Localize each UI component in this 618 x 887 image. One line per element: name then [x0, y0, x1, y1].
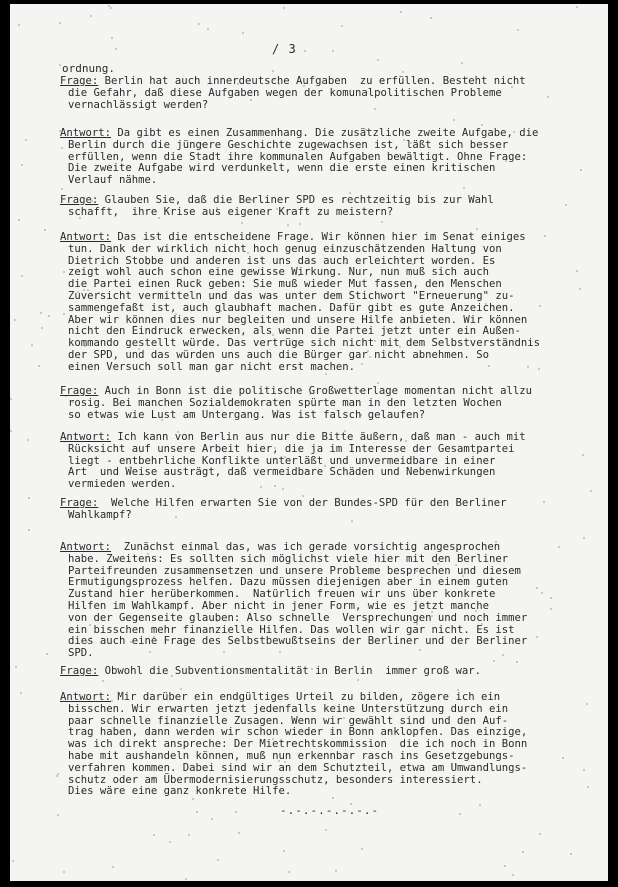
line-text: Obwohl die Subventionsmentalität in Berlin immer groß war.	[98, 665, 481, 677]
line-text: Ich kann von Berlin aus nur die Bitte äußern, daß man - auch mit	[111, 431, 526, 443]
speaker-label: Antwort:	[60, 231, 112, 243]
text-line: die Gefahr, daß diese Aufgaben wegen der komunalpolitischen Probleme	[68, 86, 502, 99]
text-line: schafft, ihre Krise aus eigener Kraft zu meistern?	[68, 205, 394, 218]
speaker-label: Frage:	[60, 497, 99, 509]
text-line: nicht den Eindruck erwecken, als wenn die Partei jetzt unter ein Außen-	[68, 325, 521, 338]
text-line: Parteifreunden zusammensetzen und unsere Probleme besprechen und diesem	[68, 564, 521, 577]
text-line: einen Versuch soll man gar nicht erst machen.	[68, 360, 356, 373]
text-line: habe. Zweitens: Es sollten sich möglichst viele hier mit den Berliner	[68, 552, 509, 565]
text-line: Aber wir können dies nur begleiten und unsere Hilfe anbieten. Wir können	[68, 313, 528, 326]
text-line: erfüllen, wenn die Stadt ihre kommunalen Aufgaben bewältigt. Ohne Frage:	[68, 150, 528, 163]
text-line: ein bisschen mehr finanzielle Hilfen. Das wollen wir gar nicht. Es ist	[68, 623, 515, 636]
question-block	[60, 498, 570, 522]
line-text: Auch in Bonn ist die politische Großwetterlage momentan nicht allzu	[98, 385, 532, 397]
text-line: verfahren kommen. Dabei sind wir an dem Schutzteil, etwa am Umwandlungs-	[68, 761, 528, 774]
answer-block	[60, 542, 570, 660]
question-block	[60, 195, 570, 219]
text-line: Wahlkampf?	[68, 508, 132, 521]
text-line: so etwas wie Lust am Untergang. Was ist falsch gelaufen?	[68, 408, 426, 421]
text-line: trag haben, dann werden wir schon wieder in Bonn anklopfen. Das einzige,	[68, 726, 528, 739]
text-line: tun. Dank der wirklich nicht hoch genug einzuschätzenden Haltung von	[68, 242, 502, 255]
text-line: vermieden werden.	[68, 478, 177, 491]
speaker-label: Frage:	[60, 194, 99, 206]
text-line: der SPD, und das würden uns auch die Bürger gar nicht abnehmen. So	[68, 348, 489, 361]
text-line: Zustand hier herüberkommen. Natürlich freuen wir uns über konkrete	[68, 588, 496, 601]
text-line: vernachlässigt werden?	[68, 98, 209, 111]
answer-block	[60, 128, 570, 187]
text-line: Verlauf nähme.	[68, 174, 158, 187]
text-line: SPD.	[68, 647, 94, 660]
question-block	[60, 386, 570, 421]
answer-block	[60, 692, 570, 798]
text-line: Art und Weise austrägt, daß vermeidbare Schäden und Nebenwirkungen	[68, 466, 496, 479]
text-line: rosig. Bei manchen Sozialdemokraten spürte man in den letzten Wochen	[68, 396, 502, 409]
speaker-label: Antwort:	[60, 127, 112, 139]
line-text: Welche Hilfen erwarten Sie von der Bundes-SPD für den Berliner	[98, 497, 507, 509]
text-line: Dies wäre eine ganz konkrete Hilfe.	[68, 785, 292, 798]
line-text: Glauben Sie, daß die Berliner SPD es rechtzeitig bis zur Wahl	[98, 194, 494, 206]
speaker-label: Antwort:	[60, 691, 112, 703]
text-line: was ich direkt anspreche: Der Mietrechtskommission die ich noch in Bonn	[68, 738, 528, 751]
text-line: bisschen. Wir erwarten jetzt jedenfalls keine Unterstützung durch ein	[68, 702, 509, 715]
text-line: liegt - entbehrliche Konflikte unterläßt und unvermeidbare in einer	[68, 454, 496, 467]
text-line: zeigt wohl auch schon eine gewisse Wirkung. Nur, nun muß sich auch	[68, 266, 489, 279]
text-line	[60, 666, 570, 678]
text-line: schutz oder am Übermodernisierungsschutz, besonders interessiert.	[68, 773, 483, 786]
speaker-label: Antwort:	[60, 431, 112, 443]
text-line: Berlin durch die jüngere Geschichte zugewachsen ist, läßt sich besser	[68, 138, 509, 151]
continuation-text: ordnung.	[62, 62, 115, 75]
text-line: von der Gegenseite glauben: Also schnelle Versprechungen und noch immer	[68, 611, 528, 624]
speaker-label: Frage:	[60, 385, 99, 397]
text-line	[60, 498, 570, 510]
text-line: dies auch eine Frage des Selbstbewußtseins der Berliner und der Berliner	[68, 635, 528, 648]
question-block	[60, 666, 570, 678]
text-line: kommando gestellt würde. Das vertrüge sich nicht mit dem Selbstverständnis	[68, 337, 540, 350]
text-line: sammengefaßt ist, auch glaubhaft machen. Dafür gibt es gute Anzeichen.	[68, 301, 515, 314]
text-line: Dietrich Stobbe und anderen ist uns das auch erleichtert worden. Es	[68, 254, 496, 267]
text-line: Hilfen im Wahlkampf. Aber nicht in jener Form, wie es jetzt manche	[68, 599, 489, 612]
speaker-label: Frage:	[60, 75, 99, 87]
text-line: Die zweite Aufgabe wird verdunkelt, wenn die erste einen kritischen	[68, 162, 496, 175]
question-block	[60, 76, 570, 111]
speaker-label: Frage:	[60, 665, 99, 677]
text-line: Zuversicht vermitteln und das was unter dem Stichwort "Erneuerung" zu-	[68, 289, 515, 302]
text-line: Rücksicht auf unsere Arbeit hier, die ja im Interesse der Gesamtpartei	[68, 442, 515, 455]
answer-block	[60, 432, 570, 491]
line-text: Berlin hat auch innerdeutsche Aufgaben zu erfüllen. Besteht nicht	[98, 75, 526, 87]
page-number: / 3	[272, 42, 297, 56]
speaker-label: Antwort:	[60, 541, 112, 553]
line-text: Da gibt es einen Zusammenhang. Die zusätzliche zweite Aufgabe, die	[111, 127, 539, 139]
document-page	[10, 4, 608, 881]
text-line: paar schnelle finanzielle Zusagen. Wenn wir gewählt sind und den Auf-	[68, 714, 509, 727]
line-text: Mir darüber ein endgültiges Urteil zu bilden, zögere ich ein	[111, 691, 501, 703]
end-marker: -.-.-.-.-.-.-	[280, 804, 380, 817]
answer-block	[60, 232, 570, 374]
line-text: Das ist die entscheidene Frage. Wir können hier im Senat einiges	[111, 231, 526, 243]
text-line: Ermutigungsprozess helfen. Dazu müssen diejenigen aber in einem guten	[68, 576, 509, 589]
text-line: die Partei einen Ruck geben: Sie muß wieder Mut fassen, den Menschen	[68, 278, 502, 291]
line-text: Zunächst einmal das, was ich gerade vorsichtig angesprochen	[111, 541, 501, 553]
text-line: habe mit aushandeln können, muß nun erkennbar rasch ins Gesetzgebungs-	[68, 749, 515, 762]
